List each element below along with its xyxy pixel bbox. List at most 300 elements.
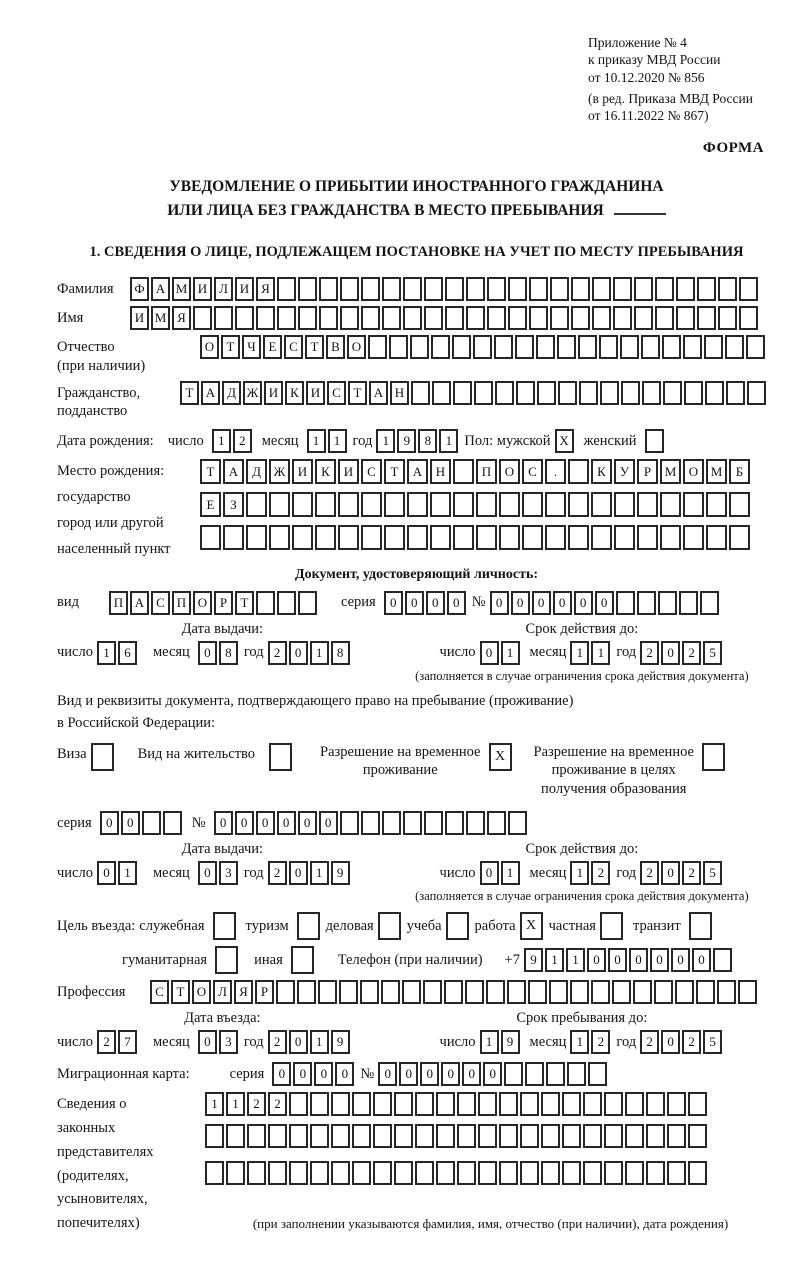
form-cell[interactable] [537, 381, 556, 405]
form-cell[interactable] [583, 1161, 602, 1185]
form-cell[interactable] [430, 492, 451, 517]
form-cell[interactable]: X [555, 429, 574, 453]
form-cell[interactable]: 0 [650, 948, 669, 972]
form-cell[interactable]: 1 [570, 1030, 589, 1054]
form-cell[interactable]: П [109, 591, 128, 615]
form-cell[interactable] [667, 1124, 686, 1148]
form-cell[interactable] [360, 980, 379, 1004]
form-cell[interactable]: М [706, 459, 727, 484]
form-cell[interactable] [291, 946, 314, 974]
form-cell[interactable] [508, 277, 527, 301]
form-cell[interactable] [546, 1062, 565, 1086]
form-cell[interactable] [704, 335, 723, 359]
form-cell[interactable]: 5 [703, 1030, 722, 1054]
form-cell[interactable] [562, 1161, 581, 1185]
form-cell[interactable]: П [172, 591, 191, 615]
form-cell[interactable]: 9 [501, 1030, 520, 1054]
form-cell[interactable]: 1 [570, 641, 589, 665]
form-cell[interactable] [637, 525, 658, 550]
form-cell[interactable]: О [683, 459, 704, 484]
form-cell[interactable] [487, 811, 506, 835]
form-cell[interactable] [226, 1124, 245, 1148]
form-cell[interactable] [706, 525, 727, 550]
form-cell[interactable] [246, 525, 267, 550]
form-cell[interactable] [268, 1124, 287, 1148]
form-cell[interactable]: А [223, 459, 244, 484]
form-cell[interactable]: 0 [661, 1030, 680, 1054]
form-cell[interactable] [478, 1161, 497, 1185]
form-cell[interactable]: 2 [233, 429, 252, 453]
form-cell[interactable] [415, 1161, 434, 1185]
form-cell[interactable]: 0 [405, 591, 424, 615]
form-cell[interactable] [423, 980, 442, 1004]
form-cell[interactable] [634, 277, 653, 301]
form-cell[interactable]: 0 [272, 1062, 291, 1086]
form-cell[interactable] [436, 1124, 455, 1148]
form-cell[interactable] [373, 1124, 392, 1148]
form-cell[interactable]: 0 [314, 1062, 333, 1086]
form-cell[interactable] [568, 459, 589, 484]
form-cell[interactable] [520, 1092, 539, 1116]
form-cell[interactable] [338, 525, 359, 550]
form-cell[interactable] [700, 591, 719, 615]
form-cell[interactable] [378, 912, 401, 940]
form-cell[interactable]: 0 [480, 861, 499, 885]
form-cell[interactable] [297, 980, 316, 1004]
form-cell[interactable] [331, 1161, 350, 1185]
form-cell[interactable] [445, 306, 464, 330]
form-cell[interactable]: 0 [661, 641, 680, 665]
form-cell[interactable] [298, 306, 317, 330]
form-cell[interactable] [163, 811, 182, 835]
form-cell[interactable]: Т [305, 335, 324, 359]
form-cell[interactable] [642, 381, 661, 405]
form-cell[interactable] [726, 381, 745, 405]
form-cell[interactable]: Т [171, 980, 190, 1004]
form-cell[interactable] [384, 525, 405, 550]
form-cell[interactable]: 0 [661, 861, 680, 885]
form-cell[interactable] [508, 811, 527, 835]
form-cell[interactable] [338, 492, 359, 517]
form-cell[interactable]: Л [214, 277, 233, 301]
form-cell[interactable]: . [545, 459, 566, 484]
form-cell[interactable] [579, 381, 598, 405]
form-cell[interactable]: 2 [640, 1030, 659, 1054]
form-cell[interactable]: 0 [462, 1062, 481, 1086]
form-cell[interactable] [457, 1124, 476, 1148]
form-cell[interactable]: 2 [640, 641, 659, 665]
form-cell[interactable] [384, 492, 405, 517]
form-cell[interactable] [591, 525, 612, 550]
form-cell[interactable] [739, 306, 758, 330]
form-cell[interactable] [600, 381, 619, 405]
form-cell[interactable] [599, 335, 618, 359]
form-cell[interactable] [688, 1124, 707, 1148]
form-cell[interactable] [474, 381, 493, 405]
form-cell[interactable]: Е [200, 492, 221, 517]
form-cell[interactable] [268, 1161, 287, 1185]
form-cell[interactable] [368, 335, 387, 359]
form-cell[interactable]: 0 [335, 1062, 354, 1086]
form-cell[interactable] [676, 306, 695, 330]
form-cell[interactable]: 0 [490, 591, 509, 615]
form-cell[interactable] [683, 492, 704, 517]
form-cell[interactable] [688, 1092, 707, 1116]
form-cell[interactable] [646, 1161, 665, 1185]
form-cell[interactable] [654, 980, 673, 1004]
form-cell[interactable] [382, 306, 401, 330]
form-cell[interactable] [495, 381, 514, 405]
form-cell[interactable] [625, 1161, 644, 1185]
form-cell[interactable] [550, 306, 569, 330]
form-cell[interactable]: Ч [242, 335, 261, 359]
form-cell[interactable] [292, 492, 313, 517]
form-cell[interactable]: 1 [501, 641, 520, 665]
form-cell[interactable] [453, 525, 474, 550]
form-cell[interactable] [430, 525, 451, 550]
form-cell[interactable] [235, 306, 254, 330]
form-cell[interactable] [571, 277, 590, 301]
form-cell[interactable] [604, 1092, 623, 1116]
form-cell[interactable] [487, 306, 506, 330]
form-cell[interactable] [613, 306, 632, 330]
form-cell[interactable]: А [151, 277, 170, 301]
form-cell[interactable] [453, 459, 474, 484]
form-cell[interactable]: Я [234, 980, 253, 1004]
form-cell[interactable]: К [285, 381, 304, 405]
form-cell[interactable] [411, 381, 430, 405]
form-cell[interactable] [340, 811, 359, 835]
form-cell[interactable] [340, 306, 359, 330]
form-cell[interactable]: О [192, 980, 211, 1004]
form-cell[interactable]: 2 [97, 1030, 116, 1054]
form-cell[interactable] [453, 492, 474, 517]
form-cell[interactable] [276, 980, 295, 1004]
form-cell[interactable]: 5 [703, 641, 722, 665]
form-cell[interactable]: 1 [545, 948, 564, 972]
form-cell[interactable]: 0 [384, 591, 403, 615]
form-cell[interactable] [562, 1124, 581, 1148]
form-cell[interactable] [432, 381, 451, 405]
form-cell[interactable] [536, 335, 555, 359]
form-cell[interactable] [705, 381, 724, 405]
form-cell[interactable]: 3 [219, 1030, 238, 1054]
form-cell[interactable]: Р [255, 980, 274, 1004]
form-cell[interactable]: Т [384, 459, 405, 484]
form-cell[interactable] [568, 492, 589, 517]
form-cell[interactable] [600, 912, 623, 940]
form-cell[interactable] [394, 1124, 413, 1148]
form-cell[interactable] [702, 743, 725, 771]
form-cell[interactable]: К [315, 459, 336, 484]
form-cell[interactable] [499, 492, 520, 517]
form-cell[interactable] [200, 525, 221, 550]
form-cell[interactable]: 0 [426, 591, 445, 615]
form-cell[interactable]: 0 [629, 948, 648, 972]
form-cell[interactable]: 2 [591, 861, 610, 885]
form-cell[interactable] [515, 335, 534, 359]
form-cell[interactable]: 1 [570, 861, 589, 885]
form-cell[interactable] [604, 1161, 623, 1185]
form-cell[interactable]: Ф [130, 277, 149, 301]
form-cell[interactable] [445, 811, 464, 835]
form-cell[interactable]: М [151, 306, 170, 330]
form-cell[interactable] [340, 277, 359, 301]
form-cell[interactable]: С [327, 381, 346, 405]
form-cell[interactable] [689, 912, 712, 940]
form-cell[interactable]: С [361, 459, 382, 484]
form-cell[interactable] [634, 306, 653, 330]
form-cell[interactable] [583, 1092, 602, 1116]
form-cell[interactable]: 0 [289, 1030, 308, 1054]
form-cell[interactable] [529, 306, 548, 330]
form-cell[interactable]: А [369, 381, 388, 405]
form-cell[interactable] [361, 811, 380, 835]
form-cell[interactable]: Т [200, 459, 221, 484]
form-cell[interactable]: Т [221, 335, 240, 359]
form-cell[interactable]: 0 [587, 948, 606, 972]
form-cell[interactable] [729, 492, 750, 517]
form-cell[interactable] [292, 525, 313, 550]
form-cell[interactable]: Н [430, 459, 451, 484]
form-cell[interactable]: О [499, 459, 520, 484]
form-cell[interactable]: 2 [682, 641, 701, 665]
form-cell[interactable] [591, 492, 612, 517]
form-cell[interactable] [297, 912, 320, 940]
form-cell[interactable] [713, 948, 732, 972]
form-cell[interactable] [660, 525, 681, 550]
form-cell[interactable]: 1 [480, 1030, 499, 1054]
form-cell[interactable]: 0 [511, 591, 530, 615]
form-cell[interactable] [256, 306, 275, 330]
form-cell[interactable]: 2 [268, 861, 287, 885]
form-cell[interactable] [522, 525, 543, 550]
form-cell[interactable]: 0 [671, 948, 690, 972]
form-cell[interactable] [473, 335, 492, 359]
form-cell[interactable]: Я [172, 306, 191, 330]
form-cell[interactable] [520, 1161, 539, 1185]
form-cell[interactable] [403, 277, 422, 301]
form-cell[interactable]: И [292, 459, 313, 484]
form-cell[interactable]: 1 [439, 429, 458, 453]
form-cell[interactable] [679, 591, 698, 615]
form-cell[interactable] [315, 492, 336, 517]
form-cell[interactable] [675, 980, 694, 1004]
form-cell[interactable] [525, 1062, 544, 1086]
form-cell[interactable]: X [489, 743, 512, 771]
form-cell[interactable] [478, 1124, 497, 1148]
form-cell[interactable] [277, 277, 296, 301]
form-cell[interactable] [277, 306, 296, 330]
form-cell[interactable] [541, 1161, 560, 1185]
form-cell[interactable] [739, 277, 758, 301]
form-cell[interactable] [570, 980, 589, 1004]
form-cell[interactable]: Т [180, 381, 199, 405]
form-cell[interactable] [247, 1124, 266, 1148]
form-cell[interactable] [361, 306, 380, 330]
form-cell[interactable]: 3 [219, 861, 238, 885]
form-cell[interactable]: Я [256, 277, 275, 301]
form-cell[interactable]: 9 [397, 429, 416, 453]
form-cell[interactable]: А [407, 459, 428, 484]
form-cell[interactable] [696, 980, 715, 1004]
form-cell[interactable]: 9 [331, 861, 350, 885]
form-cell[interactable] [246, 492, 267, 517]
form-cell[interactable] [415, 1092, 434, 1116]
form-cell[interactable] [382, 811, 401, 835]
form-cell[interactable]: И [306, 381, 325, 405]
form-cell[interactable] [298, 277, 317, 301]
form-cell[interactable] [550, 277, 569, 301]
form-cell[interactable]: С [151, 591, 170, 615]
form-cell[interactable]: 0 [97, 861, 116, 885]
form-cell[interactable]: С [150, 980, 169, 1004]
form-cell[interactable]: 0 [289, 861, 308, 885]
form-cell[interactable] [612, 980, 631, 1004]
form-cell[interactable] [522, 492, 543, 517]
form-cell[interactable] [504, 1062, 523, 1086]
form-cell[interactable]: 2 [640, 861, 659, 885]
form-cell[interactable] [402, 980, 421, 1004]
form-cell[interactable] [568, 525, 589, 550]
form-cell[interactable]: 0 [608, 948, 627, 972]
form-cell[interactable] [549, 980, 568, 1004]
form-cell[interactable]: Д [246, 459, 267, 484]
form-cell[interactable] [486, 980, 505, 1004]
form-cell[interactable]: М [660, 459, 681, 484]
form-cell[interactable]: С [522, 459, 543, 484]
form-cell[interactable]: 5 [703, 861, 722, 885]
form-cell[interactable] [667, 1092, 686, 1116]
form-cell[interactable] [683, 525, 704, 550]
form-cell[interactable] [403, 306, 422, 330]
form-cell[interactable] [315, 525, 336, 550]
form-cell[interactable]: 6 [118, 641, 137, 665]
form-cell[interactable] [528, 980, 547, 1004]
form-cell[interactable] [571, 306, 590, 330]
form-cell[interactable] [746, 335, 765, 359]
form-cell[interactable] [352, 1161, 371, 1185]
form-cell[interactable] [205, 1124, 224, 1148]
form-cell[interactable]: И [338, 459, 359, 484]
form-cell[interactable] [466, 306, 485, 330]
form-cell[interactable] [389, 335, 408, 359]
form-cell[interactable]: З [223, 492, 244, 517]
form-cell[interactable]: 0 [692, 948, 711, 972]
form-cell[interactable] [747, 381, 766, 405]
form-cell[interactable] [516, 381, 535, 405]
form-cell[interactable]: Б [729, 459, 750, 484]
form-cell[interactable]: 0 [319, 811, 338, 835]
form-cell[interactable] [382, 277, 401, 301]
form-cell[interactable]: 0 [121, 811, 140, 835]
form-cell[interactable] [361, 492, 382, 517]
form-cell[interactable] [588, 1062, 607, 1086]
form-cell[interactable] [361, 525, 382, 550]
form-cell[interactable] [436, 1161, 455, 1185]
form-cell[interactable] [289, 1092, 308, 1116]
form-cell[interactable] [310, 1161, 329, 1185]
form-cell[interactable]: Р [214, 591, 233, 615]
form-cell[interactable] [718, 306, 737, 330]
form-cell[interactable]: Д [222, 381, 241, 405]
form-cell[interactable] [545, 492, 566, 517]
form-cell[interactable] [352, 1124, 371, 1148]
form-cell[interactable] [407, 525, 428, 550]
form-cell[interactable]: 2 [682, 861, 701, 885]
form-cell[interactable] [403, 811, 422, 835]
form-cell[interactable]: 1 [118, 861, 137, 885]
form-cell[interactable] [436, 1092, 455, 1116]
form-cell[interactable] [494, 335, 513, 359]
form-cell[interactable]: А [201, 381, 220, 405]
form-cell[interactable] [318, 980, 337, 1004]
form-cell[interactable]: 1 [310, 861, 329, 885]
form-cell[interactable]: 1 [566, 948, 585, 972]
form-cell[interactable] [310, 1092, 329, 1116]
form-cell[interactable] [247, 1161, 266, 1185]
form-cell[interactable] [541, 1124, 560, 1148]
form-cell[interactable]: 0 [277, 811, 296, 835]
form-cell[interactable]: 0 [480, 641, 499, 665]
form-cell[interactable] [361, 277, 380, 301]
form-cell[interactable]: 1 [501, 861, 520, 885]
form-cell[interactable] [662, 335, 681, 359]
form-cell[interactable] [625, 1092, 644, 1116]
form-cell[interactable] [457, 1092, 476, 1116]
form-cell[interactable] [616, 591, 635, 615]
form-cell[interactable] [729, 525, 750, 550]
form-cell[interactable] [277, 591, 296, 615]
form-cell[interactable]: Е [263, 335, 282, 359]
form-cell[interactable]: И [264, 381, 283, 405]
form-cell[interactable] [697, 277, 716, 301]
form-cell[interactable]: 0 [378, 1062, 397, 1086]
form-cell[interactable]: 8 [331, 641, 350, 665]
form-cell[interactable] [529, 277, 548, 301]
form-cell[interactable] [633, 980, 652, 1004]
form-cell[interactable] [410, 335, 429, 359]
form-cell[interactable] [591, 980, 610, 1004]
form-cell[interactable] [339, 980, 358, 1004]
form-cell[interactable] [738, 980, 757, 1004]
form-cell[interactable]: Ж [243, 381, 262, 405]
form-cell[interactable]: М [172, 277, 191, 301]
form-cell[interactable]: 0 [420, 1062, 439, 1086]
form-cell[interactable]: 0 [399, 1062, 418, 1086]
form-cell[interactable]: 0 [235, 811, 254, 835]
form-cell[interactable]: 2 [682, 1030, 701, 1054]
form-cell[interactable] [655, 277, 674, 301]
form-cell[interactable] [520, 1124, 539, 1148]
form-cell[interactable] [621, 381, 640, 405]
form-cell[interactable] [394, 1092, 413, 1116]
form-cell[interactable] [637, 492, 658, 517]
form-cell[interactable] [487, 277, 506, 301]
form-cell[interactable] [424, 277, 443, 301]
form-cell[interactable] [424, 306, 443, 330]
form-cell[interactable] [676, 277, 695, 301]
form-cell[interactable] [706, 492, 727, 517]
form-cell[interactable]: 0 [198, 641, 217, 665]
form-cell[interactable] [289, 1124, 308, 1148]
form-cell[interactable] [541, 1092, 560, 1116]
form-cell[interactable] [269, 743, 292, 771]
form-cell[interactable] [508, 306, 527, 330]
form-cell[interactable]: 8 [219, 641, 238, 665]
form-cell[interactable] [256, 591, 275, 615]
form-cell[interactable]: 1 [591, 641, 610, 665]
